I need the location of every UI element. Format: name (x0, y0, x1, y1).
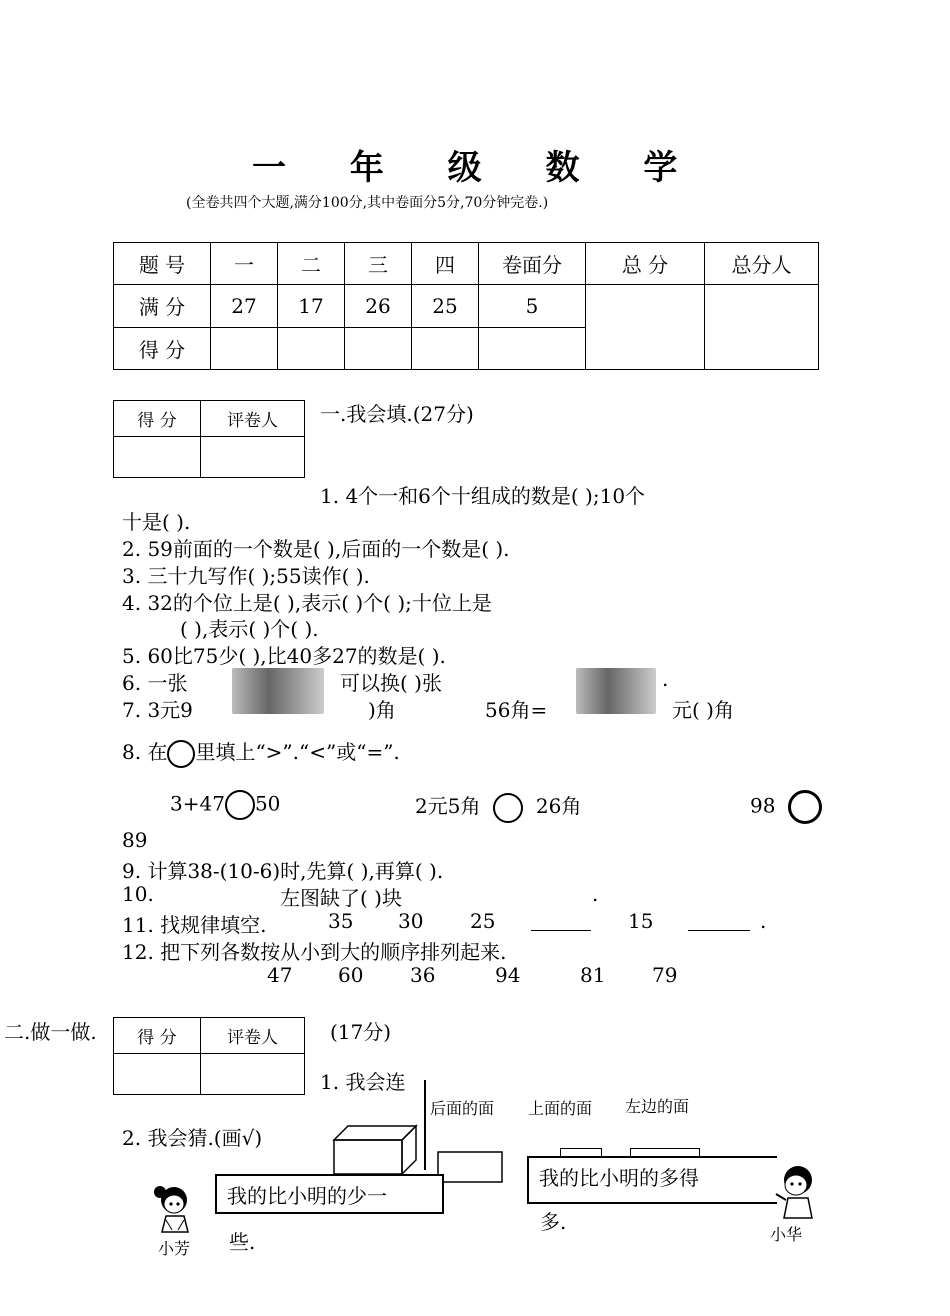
pattern-blank[interactable] (531, 930, 591, 931)
sort-number: 81 (580, 963, 606, 987)
header-cell: 题 号 (114, 243, 211, 285)
boy-speech-end: 多. (540, 1210, 567, 1234)
header-cell: 四 (412, 243, 479, 285)
row-label: 得 分 (114, 327, 211, 369)
section2-sub1: 1. 我会连 (320, 1070, 406, 1094)
sort-number: 36 (410, 963, 436, 987)
question-1a: 1. 4个一和6个十组成的数是( );10个 (320, 484, 646, 508)
subtitle: (全卷共四个大题,满分100分,其中卷面分5分,70分钟完卷.) (186, 195, 549, 211)
fifty-yuan-note-image (232, 668, 324, 714)
compare-circle[interactable] (225, 790, 255, 820)
header-cell: 卷面分 (479, 243, 586, 285)
score-header: 得 分 (114, 401, 201, 437)
header-cell: 一 (211, 243, 278, 285)
question-7d: 元( )角 (672, 698, 734, 722)
answer-cell[interactable] (412, 327, 479, 369)
score-header: 得 分 (114, 1018, 201, 1054)
sort-number: 79 (652, 963, 678, 987)
pattern-number: 25 (470, 909, 496, 933)
score-cell: 26 (345, 285, 412, 327)
section2-points: (17分) (330, 1020, 392, 1044)
question-11-end: . (760, 909, 767, 933)
total-grader-cell[interactable] (705, 285, 819, 370)
score-entry[interactable] (114, 1054, 201, 1095)
grader-header: 评卷人 (201, 401, 305, 437)
compare-2 (415, 790, 581, 823)
row-label: 满 分 (114, 285, 211, 327)
girl-speech-end: 些. (229, 1230, 256, 1254)
compare-circle[interactable] (788, 790, 822, 824)
compare-1 (170, 790, 280, 820)
question-6a: 6. 一张 (122, 671, 188, 695)
sort-number: 94 (495, 963, 521, 987)
score-cell: 17 (278, 285, 345, 327)
question-4b: ( ),表示( )个( ). (180, 617, 319, 641)
answer-cell[interactable] (345, 327, 412, 369)
question-7a: 7. 3元9 (122, 698, 193, 722)
sort-number: 60 (338, 963, 364, 987)
answer-cell[interactable] (211, 327, 278, 369)
question-12: 12. 把下列各数按从小到大的顺序排列起来. (122, 940, 507, 964)
grader-entry[interactable] (201, 1054, 305, 1095)
compare-left: 2元5角 (415, 794, 481, 818)
header-cell: 二 (278, 243, 345, 285)
compare-3 (750, 790, 822, 824)
compare-right: 26角 (535, 794, 582, 818)
cuboid-drawing (330, 1122, 420, 1178)
question-7c: 56角= (485, 698, 548, 722)
question-2: 2. 59前面的一个数是( ),后面的一个数是( ). (122, 537, 510, 561)
question-10c: . (592, 882, 599, 906)
compare-3-right: 89 (122, 828, 148, 852)
grader-table (113, 400, 305, 478)
compare-circle[interactable] (493, 793, 523, 823)
grader-header: 评卷人 (201, 1018, 305, 1054)
view-label: 后面的面 (430, 1099, 495, 1118)
girl-speech-bubble (215, 1174, 444, 1214)
score-cell: 27 (211, 285, 278, 327)
view-label: 左边的面 (625, 1097, 690, 1116)
view-label: 上面的面 (528, 1099, 593, 1118)
compare-right: 50 (254, 791, 281, 816)
question-8 (122, 736, 400, 768)
girl-icon (150, 1180, 202, 1236)
question-8-prefix: 8. 在 (122, 740, 168, 764)
question-6c: . (662, 667, 669, 691)
question-10b: 左图缺了( )块 (280, 886, 402, 910)
question-1b: 十是( ). (122, 510, 191, 534)
question-4a: 4. 32的个位上是( ),表示( )个( );十位上是 (122, 591, 492, 615)
header-cell: 总分人 (705, 243, 819, 285)
question-5: 5. 60比75少( ),比40多27的数是( ). (122, 644, 446, 668)
answer-cell[interactable] (278, 327, 345, 369)
compare-left: 3+47 (170, 791, 225, 816)
score-entry[interactable] (114, 437, 201, 478)
question-10a: 10. (122, 882, 154, 906)
answer-cell[interactable] (479, 327, 586, 369)
rectangle-face (436, 1148, 506, 1184)
pattern-number: 35 (328, 909, 354, 933)
grader-entry[interactable] (201, 437, 305, 478)
girl-name: 小芳 (158, 1239, 191, 1258)
pattern-number: 15 (628, 909, 654, 933)
question-8-text: 里填上“>”.“<”或“=”. (195, 740, 400, 764)
pattern-number: 30 (398, 909, 424, 933)
header-cell: 三 (345, 243, 412, 285)
section1-heading: 一.我会填.(27分) (320, 402, 474, 426)
boy-speech-bubble (527, 1156, 777, 1204)
girl-speech-text: 我的比小明的少一 (227, 1184, 387, 1208)
boy-name: 小华 (770, 1225, 803, 1244)
section2-heading: 二.做一做. (4, 1020, 97, 1044)
question-6b: 可以换( )张 (340, 671, 442, 695)
score-cell: 5 (479, 285, 586, 327)
grader-table-2 (113, 1017, 305, 1095)
header-cell: 总 分 (586, 243, 705, 285)
sort-number: 47 (267, 963, 293, 987)
question-11: 11. 找规律填空. (122, 913, 267, 937)
total-score-cell[interactable] (586, 285, 705, 370)
question-3: 3. 三十九写作( );55读作( ). (122, 564, 370, 588)
question-2-guess: 2. 我会猜.(画√) (122, 1126, 263, 1150)
score-cell: 25 (412, 285, 479, 327)
divider-line (424, 1080, 426, 1170)
boy-icon (772, 1162, 824, 1220)
ten-yuan-note-image (576, 668, 656, 714)
pattern-blank[interactable] (688, 930, 750, 931)
page-title: 一 年 级 数 学 (252, 148, 704, 188)
boy-speech-text: 我的比小明的多得 (539, 1166, 699, 1190)
compare-left: 98 (750, 793, 776, 818)
circle-icon (167, 740, 195, 768)
question-7b: )角 (368, 698, 396, 722)
question-9: 9. 计算38-(10-6)时,先算( ),再算( ). (122, 859, 444, 883)
score-table (113, 242, 819, 370)
